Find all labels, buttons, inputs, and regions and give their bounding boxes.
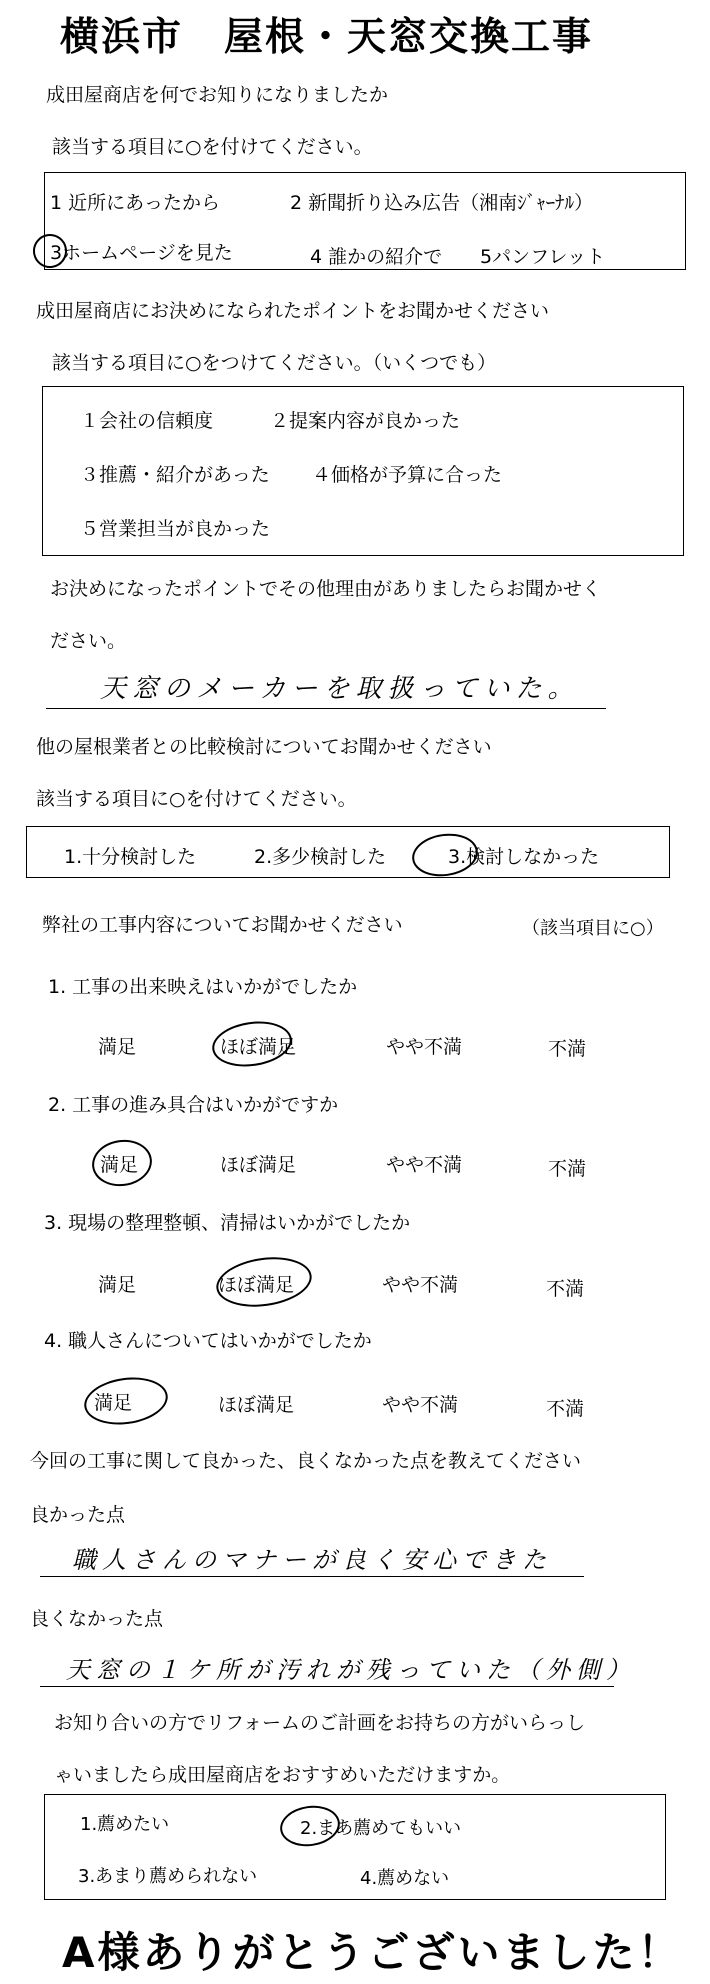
q6-question: 今回の工事に関して良かった、良くなかった点を教えてください <box>30 1450 582 1472</box>
q4-question: 他の屋根業者との比較検討についてお聞かせください <box>36 736 492 758</box>
q1-option-5[interactable]: 5パンフレット <box>480 246 606 268</box>
q3-question-line2: ださい。 <box>50 630 127 652</box>
q5-item-2-selected-circle <box>89 1136 155 1190</box>
q2-option-3[interactable]: ３推薦・紹介があった <box>80 464 270 486</box>
q7-option-1[interactable]: 1.薦めたい <box>80 1814 170 1835</box>
q2-option-5[interactable]: ５営業担当が良かった <box>80 518 271 540</box>
q5-item-3-choice-3[interactable]: やや不満 <box>382 1274 459 1296</box>
q1-option-4[interactable]: 4 誰かの紹介で <box>310 246 443 268</box>
q1-option-2[interactable]: 2 新聞折り込み広告（湘南ｼﾞｬｰﾅﾙ） <box>290 192 594 214</box>
q5-item-4-selected-circle <box>81 1372 171 1429</box>
thanks-message: A様ありがとうございました！ <box>62 1928 683 1977</box>
q5-note: （該当項目に○） <box>522 918 664 939</box>
q3-answer-underline <box>46 708 606 709</box>
q2-instruction: 該当する項目に○をつけてください。（いくつでも） <box>52 352 497 374</box>
q3-question-line1: お決めになったポイントでその他理由がありましたらお聞かせく <box>50 578 602 600</box>
q7-option-4[interactable]: 4.薦めない <box>360 1868 450 1889</box>
q6-bad-label: 良くなかった点 <box>30 1608 164 1630</box>
q5-item-2-label: 2. 工事の進み具合はいかがですか <box>48 1094 339 1116</box>
q5-item-1-choice-4[interactable]: 不満 <box>548 1038 587 1060</box>
q5-item-4-choice-2[interactable]: ほぼ満足 <box>218 1394 295 1416</box>
q7-option-3[interactable]: 3.あまり薦められない <box>78 1866 258 1887</box>
q1-instruction: 該当する項目に○を付けてください。 <box>52 136 373 158</box>
q6-bad-underline <box>40 1686 614 1687</box>
q5-item-1-label: 1. 工事の出来映えはいかがでしたか <box>48 976 358 998</box>
q5-item-2-choice-2[interactable]: ほぼ満足 <box>220 1154 297 1176</box>
q4-option-1[interactable]: 1.十分検討した <box>64 846 197 868</box>
q2-question: 成田屋商店にお決めになられたポイントをお聞かせください <box>36 300 550 322</box>
q5-item-4-choice-3[interactable]: やや不満 <box>382 1394 459 1416</box>
q5-item-3-choice-4[interactable]: 不満 <box>546 1278 585 1300</box>
q5-item-4-choice-4[interactable]: 不満 <box>546 1398 585 1420</box>
q4-option-3[interactable]: 3.検討しなかった <box>448 846 600 868</box>
q6-good-label: 良かった点 <box>30 1504 126 1526</box>
q5-item-2-choice-4[interactable]: 不満 <box>548 1158 587 1180</box>
q5-item-2-choice-1[interactable]: 満足 <box>100 1154 139 1176</box>
q1-option-1[interactable]: 1 近所にあったから <box>50 192 220 214</box>
q5-item-2-choice-3[interactable]: やや不満 <box>386 1154 463 1176</box>
q5-item-3-label: 3. 現場の整理整頓、清掃はいかがでしたか <box>44 1212 411 1234</box>
q2-option-4[interactable]: ４価格が予算に合った <box>312 464 503 486</box>
q2-option-2[interactable]: ２提案内容が良かった <box>270 410 461 432</box>
q7-question-line2: ゃいましたら成田屋商店をおすすめいただけますか。 <box>54 1764 511 1786</box>
q5-item-4-choice-1[interactable]: 満足 <box>94 1392 133 1414</box>
q6-good-underline <box>40 1576 584 1577</box>
q7-option-2[interactable]: 2.まあ薦めてもいい <box>300 1818 462 1839</box>
q6-bad-handwritten-answer: 天窓の１ケ所が汚れが残っていた（外側） <box>66 1656 636 1684</box>
q5-item-1-choice-1[interactable]: 満足 <box>98 1036 137 1058</box>
q7-question-line1: お知り合いの方でリフォームのご計画をお持ちの方がいらっし <box>54 1712 586 1734</box>
q3-handwritten-answer: 天窓のメーカーを取扱っていた。 <box>100 674 580 704</box>
q1-question: 成田屋商店を何でお知りになりましたか <box>46 84 389 106</box>
q1-option-3[interactable]: 3ホームページを見た <box>50 242 233 264</box>
q5-item-3-selected-circle <box>213 1252 315 1313</box>
q5-item-4-label: 4. 職人さんについてはいかがでしたか <box>44 1330 372 1352</box>
q4-option-2[interactable]: 2.多少検討した <box>254 846 387 868</box>
q2-option-1[interactable]: １会社の信頼度 <box>80 410 214 432</box>
page-title: 横浜市 屋根・天窓交換工事 <box>60 15 594 60</box>
q5-item-3-choice-2[interactable]: ほぼ満足 <box>218 1274 295 1296</box>
q5-item-1-choice-2[interactable]: ほぼ満足 <box>220 1036 297 1058</box>
q5-item-1-selected-circle <box>209 1017 297 1072</box>
q5-question: 弊社の工事内容についてお聞かせください <box>42 914 403 936</box>
q4-instruction: 該当する項目に○を付けてください。 <box>36 788 357 810</box>
q5-item-1-choice-3[interactable]: やや不満 <box>386 1036 463 1058</box>
q6-good-handwritten-answer: 職人さんのマナーが良く安心できた <box>72 1546 552 1574</box>
q5-item-3-choice-1[interactable]: 満足 <box>98 1274 137 1296</box>
